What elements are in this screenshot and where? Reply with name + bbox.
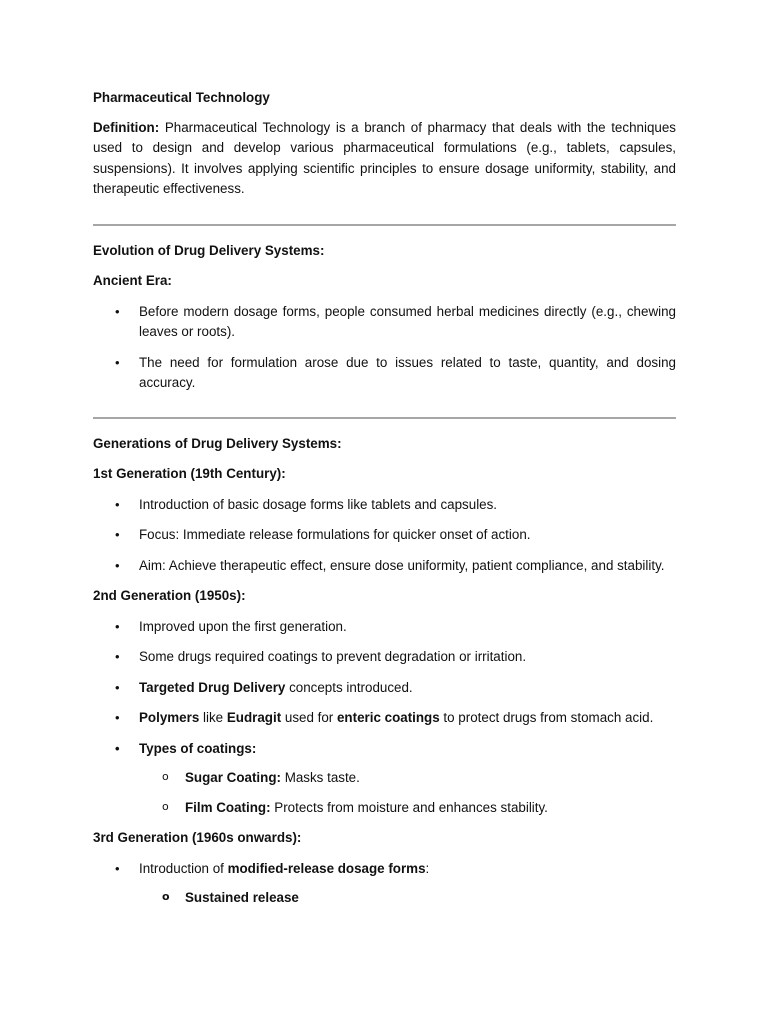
ancient-era-heading: Ancient Era: bbox=[93, 273, 172, 288]
gen3-list bbox=[93, 859, 676, 880]
list-item-text: like bbox=[199, 710, 227, 725]
generations-heading: Generations of Drug Delivery Systems: bbox=[93, 435, 342, 451]
sublist-item: o Sustained release bbox=[93, 888, 676, 909]
gen3-sublist bbox=[93, 888, 676, 909]
definition-text: Pharmaceutical Technology is a branch of pharmacy that deals with the techniques used to design and develop various pharmaceutical formulations (e.g., tablets, capsules, suspensions). It involves applying scientific principles to ensure dosage uniformity, stability, and therapeutic effectiveness. bbox=[93, 119, 676, 196]
coating-label: Film Coating: bbox=[185, 799, 271, 815]
list-item bbox=[93, 678, 676, 699]
list-item: • The need for formulation arose due to issues related to taste, quantity, and dosing accuracy. bbox=[93, 353, 676, 394]
section-divider bbox=[93, 417, 676, 419]
ancient-era-list bbox=[93, 302, 676, 394]
definition-paragraph bbox=[93, 118, 676, 200]
document-body bbox=[93, 88, 676, 909]
coating-label: Sugar Coating: bbox=[185, 770, 281, 785]
modified-release-term: modified-release dosage forms bbox=[227, 860, 426, 876]
list-item: • Some drugs required coatings to prevent degradation or irritation. bbox=[93, 647, 676, 668]
eudragit-term: Eudragit bbox=[226, 710, 282, 725]
list-item: • Focus: Immediate release formulations for quicker onset of action. bbox=[93, 525, 676, 546]
polymers-term: Polymers bbox=[139, 710, 200, 725]
coating-text: Protects from moisture and enhances stability. bbox=[270, 799, 548, 815]
gen2-list bbox=[93, 617, 676, 760]
list-item bbox=[93, 708, 676, 729]
coatings-sublist bbox=[93, 768, 676, 818]
document-title: Pharmaceutical Technology bbox=[93, 90, 270, 105]
sublist-item bbox=[93, 768, 676, 789]
coating-text: Masks taste. bbox=[280, 770, 360, 785]
enteric-coatings-term: enteric coatings bbox=[336, 710, 440, 725]
list-item-text: : bbox=[425, 860, 430, 876]
list-item: • Improved upon the first generation. bbox=[93, 617, 676, 638]
targeted-delivery-term: Targeted Drug Delivery bbox=[139, 679, 286, 695]
list-item-text: to protect drugs from stomach acid. bbox=[439, 710, 654, 725]
gen2-heading: 2nd Generation (1950s): bbox=[93, 588, 246, 603]
sublist-item bbox=[93, 798, 676, 819]
definition-label: Definition: bbox=[93, 119, 160, 135]
list-item: • Types of coatings: bbox=[93, 739, 676, 760]
section-divider bbox=[93, 224, 676, 226]
list-item-text: used for bbox=[281, 710, 337, 725]
list-item: • Before modern dosage forms, people consumed herbal medicines directly (e.g., chewing leaves or roots). bbox=[93, 302, 676, 343]
list-item-text: concepts introduced. bbox=[285, 679, 413, 695]
gen1-list bbox=[93, 495, 676, 577]
gen1-heading: 1st Generation (19th Century): bbox=[93, 466, 286, 481]
list-item: • Aim: Achieve therapeutic effect, ensure dose uniformity, patient compliance, and stability. bbox=[93, 556, 676, 577]
evolution-heading: Evolution of Drug Delivery Systems: bbox=[93, 242, 325, 258]
gen3-heading: 3rd Generation (1960s onwards): bbox=[93, 830, 302, 845]
list-item: • Introduction of basic dosage forms like tablets and capsules. bbox=[93, 495, 676, 516]
list-item bbox=[93, 859, 676, 880]
list-item-text: Introduction of bbox=[139, 860, 228, 876]
